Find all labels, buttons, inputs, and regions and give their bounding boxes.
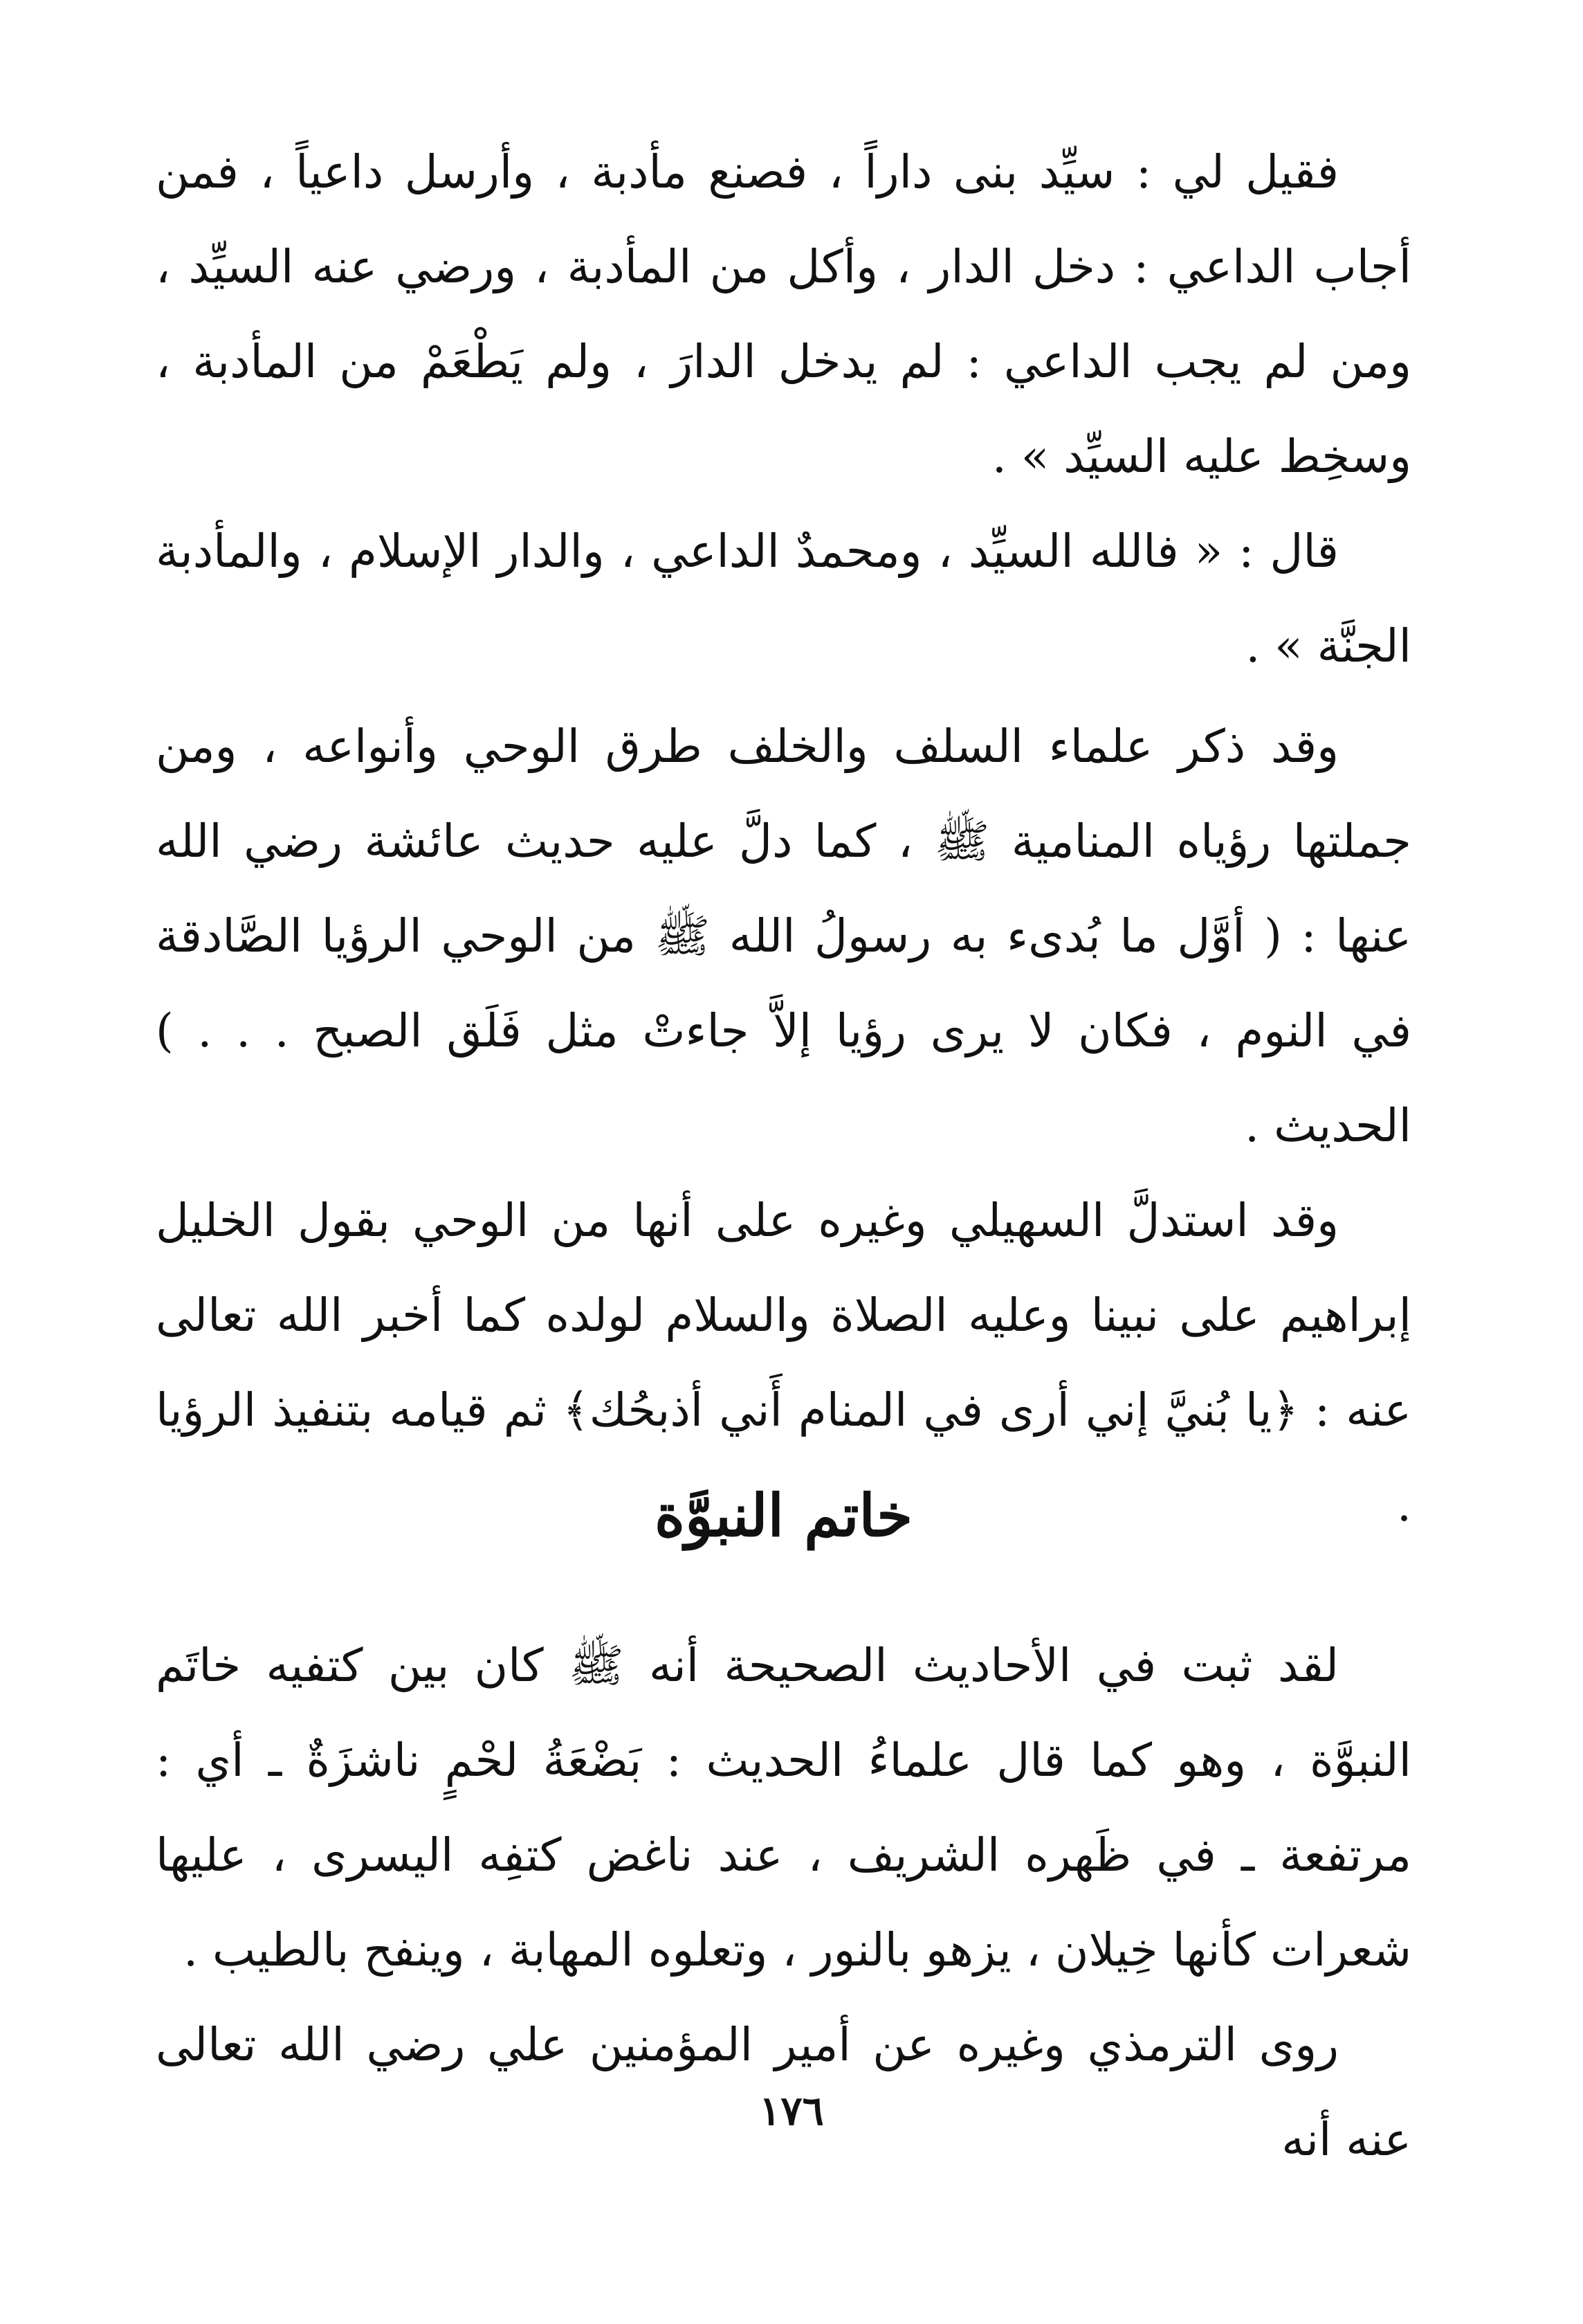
text-block-middle <box>156 699 1411 1552</box>
page-number: ١٧٦ <box>759 2087 824 2134</box>
section-heading: خاتم النبوَّة <box>654 1481 913 1550</box>
paragraph: فقيل لي : سيِّد بنى داراً ، فصنع مأدبة ، وأرسل داعياً ، فمن أجاب الداعي : دخل الدار ، وأكل من المأدبة ، ورضي عنه السيِّد ، ومن لم يجب الداعي : لم يدخل الدارَ ، ولم يَطْعَمْ من المأدبة ، وسخِط عليه السيِّد » . <box>156 145 1411 483</box>
paragraph: روى الترمذي وغيره عن أمير المؤمنين علي رضي الله تعالى عنه أنه <box>156 2018 1411 2166</box>
paragraph: قال : « فالله السيِّد ، ومحمدٌ الداعي ، والدار الإسلام ، والمأدبة الجنَّة » . <box>156 525 1411 673</box>
paragraph: وقد ذكر علماء السلف والخلف طرق الوحي وأنواعه ، ومن جملتها رؤياه المنامية ﷺ ، كما دلَّ عليه حديث عائشة رضي الله عنها : ( أوَّل ما بُدىء به رسولُ الله ﷺ من الوحي الرؤيا الصَّادقة في النوم ، فكان لا يرى رؤيا إلاَّ جاءتْ مثل فَلَق الصبح . . . ) الحديث . <box>156 720 1411 1152</box>
text-block-top <box>156 125 1411 693</box>
paragraph: وقد استدلَّ السهيلي وغيره على أنها من الوحي بقول الخليل إبراهيم على نبينا وعليه الصلاة والسلام لولده كما أخبر الله تعالى عنه : ﴿يا بُنيَّ إني أرى في المنام أَني أذبحُك﴾ ثم قيامه بتنفيذ الرؤيا . <box>156 1194 1411 1532</box>
paragraph: لقد ثبت في الأحاديث الصحيحة أنه ﷺ كان بين كتفيه خاتَم النبوَّة ، وهو كما قال علماءُ الحديث : بَضْعَةُ لحْمٍ ناشزَةٌ ـ أي : مرتفعة ـ في ظَهره الشريف ، عند ناغض كتفِه اليسرى ، عليها شعرات كأنها خِيلان ، يزهو بالنور ، وتعلوه المهابة ، وينفح بالطيب . <box>156 1639 1411 1977</box>
